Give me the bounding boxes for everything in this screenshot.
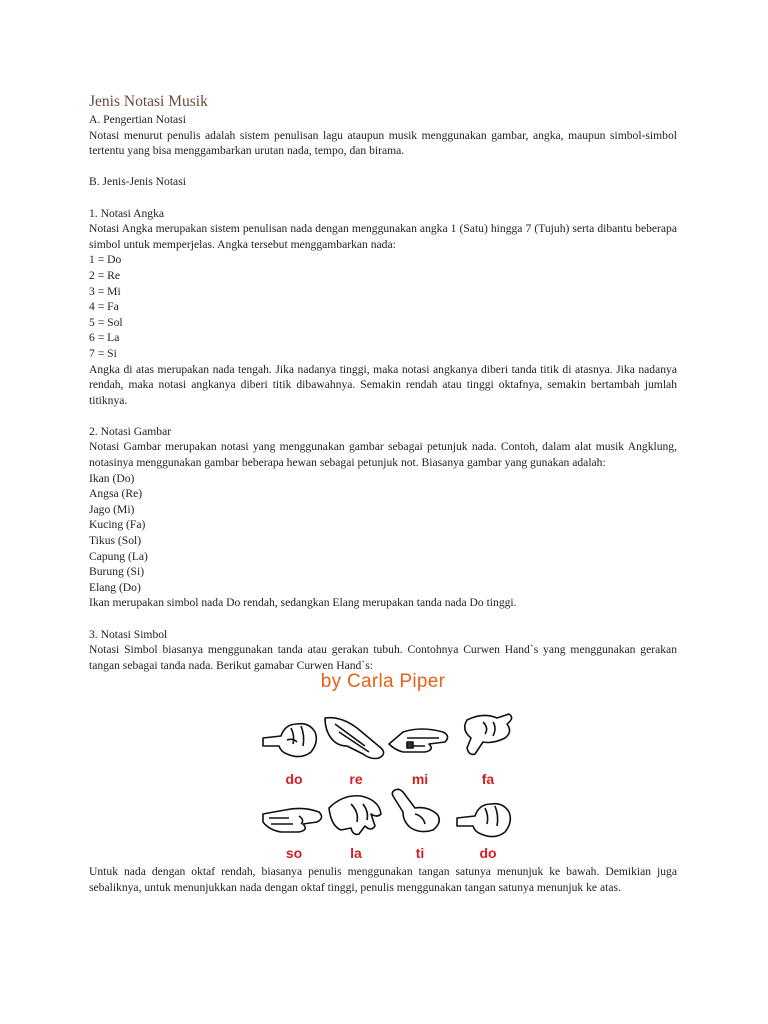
document-title: Jenis Notasi Musik	[89, 93, 208, 110]
fist-hand-icon	[259, 714, 329, 766]
list-item: Jago (Mi)	[89, 502, 135, 516]
notasi-angka-paragraph-2: Angka di atas merupakan nada tengah. Jika nadanya tinggi, maka notasi angkanya diberi tanda titik di atasnya. Jika nadanya rendah, maka notasi angkanya diberi titik dibawahnya. Semakin rendah atau tinggi oktafnya, semakin bertambah jumlah titiknya.	[89, 362, 677, 407]
syllable-label: mi	[411, 771, 429, 788]
notasi-gambar-paragraph-2: Ikan merupakan simbol nada Do rendah, sedangkan Elang merupakan tanda nada Do tinggi.	[89, 596, 517, 610]
pointing-up-hand-icon	[385, 786, 455, 838]
list-item: 2 = Re	[89, 268, 121, 282]
thumb-down-hand-icon	[453, 708, 523, 760]
syllable-label: fa	[481, 771, 495, 788]
syllable-label: so	[285, 845, 303, 862]
section-a-paragraph: Notasi menurut penulis adalah sistem penulisan lagu ataupun musik menggunakan gambar, angka, maupun simbol-simbol tertentu yang bisa menggambarkan urutan nada, tempo, dan birama.	[89, 128, 677, 158]
fist-hand-icon	[453, 794, 523, 846]
notasi-simbol-paragraph: Notasi Simbol biasanya menggunakan tanda atau gerakan tubuh. Contohnya Curwen Hand`s yang menggunakan gerakan tangan sebagai tanda nada. Berikut gamabar Curwen Hand`s:	[89, 643, 677, 672]
notasi-gambar-paragraph: Notasi Gambar merupakan notasi yang menggunakan gambar sebagai petunjuk nada. Contoh, dalam alat musik Angklung, notasinya menggunakan gambar beberapa hewan sebagai petunjuk not. Biasanya gambar yang gunakan adalah:	[89, 440, 677, 470]
syllable-label: do	[479, 845, 497, 862]
syllable-label: re	[349, 771, 363, 788]
angka-list	[89, 252, 677, 361]
list-item: 7 = Si	[89, 346, 117, 360]
open-palm-hand-icon	[259, 794, 329, 846]
drooping-hand-icon	[321, 788, 391, 840]
curwen-hand-signs-figure	[89, 671, 677, 864]
list-item: Angsa (Re)	[89, 487, 143, 501]
list-item: 6 = La	[89, 331, 120, 345]
flat-hand-icon	[385, 718, 455, 770]
section-a-heading: A. Pengertian Notasi	[89, 113, 186, 126]
syllable-label: ti	[415, 845, 425, 862]
notasi-angka-paragraph: Notasi Angka merupakan sistem penulisan nada dengan menggunakan angka 1 (Satu) hingga 7 (Tujuh) serta dibantu beberapa simbol untuk memperjelas. Angka tersebut menggambarkan nada:	[89, 222, 677, 251]
list-item: Tikus (Sol)	[89, 534, 142, 548]
closing-paragraph: Untuk nada dengan oktaf rendah, biasanya penulis menggunakan tangan satunya menunjuk ke bawah. Demikian juga sebaliknya, untuk menunjukkan nada dengan oktaf tinggi, penulis menggunakan tangan satunya menunjuk ke atas.	[89, 865, 677, 894]
gambar-list	[89, 471, 677, 596]
list-item: Kucing (Fa)	[89, 518, 146, 532]
list-item: Capung (La)	[89, 549, 148, 563]
notasi-gambar-heading: 2. Notasi Gambar	[89, 424, 172, 438]
document-body	[89, 92, 677, 896]
list-item: Ikan (Do)	[89, 471, 135, 485]
list-item: Burung (Si)	[89, 565, 145, 579]
list-item: 1 = Do	[89, 253, 122, 267]
list-item: 3 = Mi	[89, 284, 121, 298]
syllable-label: la	[350, 845, 362, 862]
list-item: Elang (Do)	[89, 580, 141, 594]
syllable-label: do	[285, 771, 303, 788]
list-item: 5 = Sol	[89, 315, 123, 329]
notasi-simbol-heading: 3. Notasi Simbol	[89, 627, 168, 641]
notasi-angka-heading: 1. Notasi Angka	[89, 206, 165, 220]
slanted-hand-icon	[321, 712, 391, 764]
list-item: 4 = Fa	[89, 300, 119, 314]
figure-credit: by Carla Piper	[320, 671, 446, 693]
section-b-heading: B. Jenis-Jenis Notasi	[89, 175, 186, 189]
